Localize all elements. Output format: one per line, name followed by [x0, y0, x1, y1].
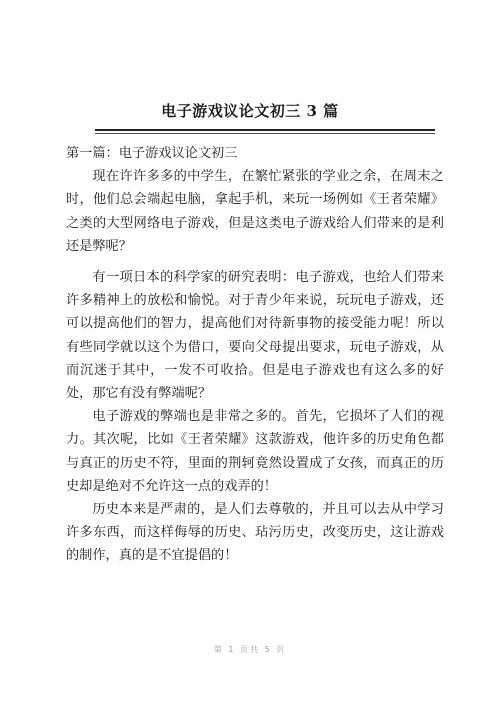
section-heading: 第一篇：电子游戏议论文初三	[66, 146, 238, 161]
paragraph: 现在许许多多的中学生，在繁忙紧张的学业之余，在周末之时，他们总会端起电脑，拿起手机，来玩一场例如《王者荣耀》之类的大型网络电子游戏，但是这类电子游戏给人们带来的是利还是弊呢？	[66, 169, 444, 254]
document-body	[66, 142, 444, 568]
page-footer: 第 1 页共 5 页	[213, 645, 287, 654]
paragraph: 有一项日本的科学家的研究表明：电子游戏，也给人们带来许多精神上的放松和愉悦。对于青少年来说，玩玩电子游戏，还可以提高他们的智力，提高他们对待新事物的接受能力呢！所以有些同学就以这个为借口，要向父母提出要求，玩电子游戏，从而沉迷于其中，一发不可收拾。但是电子游戏也有这么多的好处，那它有没有弊端呢？	[66, 270, 444, 402]
paragraph: 电子游戏的弊端也是非常之多的。首先，它损坏了人们的视力。其次呢，比如《王者荣耀》这款游戏，他许多的历史角色都与真正的历史不符，里面的荆轲竟然设置成了女孩，而真正的历史却是绝对不允许这一点的戏弄的！	[66, 409, 444, 494]
document-title: 电子游戏议论文初三 3 篇	[161, 102, 339, 120]
paragraph: 历史本来是严肃的，是人们去尊敬的，并且可以去从中学习许多东西，而这样侮辱的历史、玷污历史，改变历史，这让游戏的制作，真的是不宜提倡的！	[66, 502, 444, 564]
title-divider-thin	[95, 133, 435, 134]
title-divider	[95, 129, 435, 131]
